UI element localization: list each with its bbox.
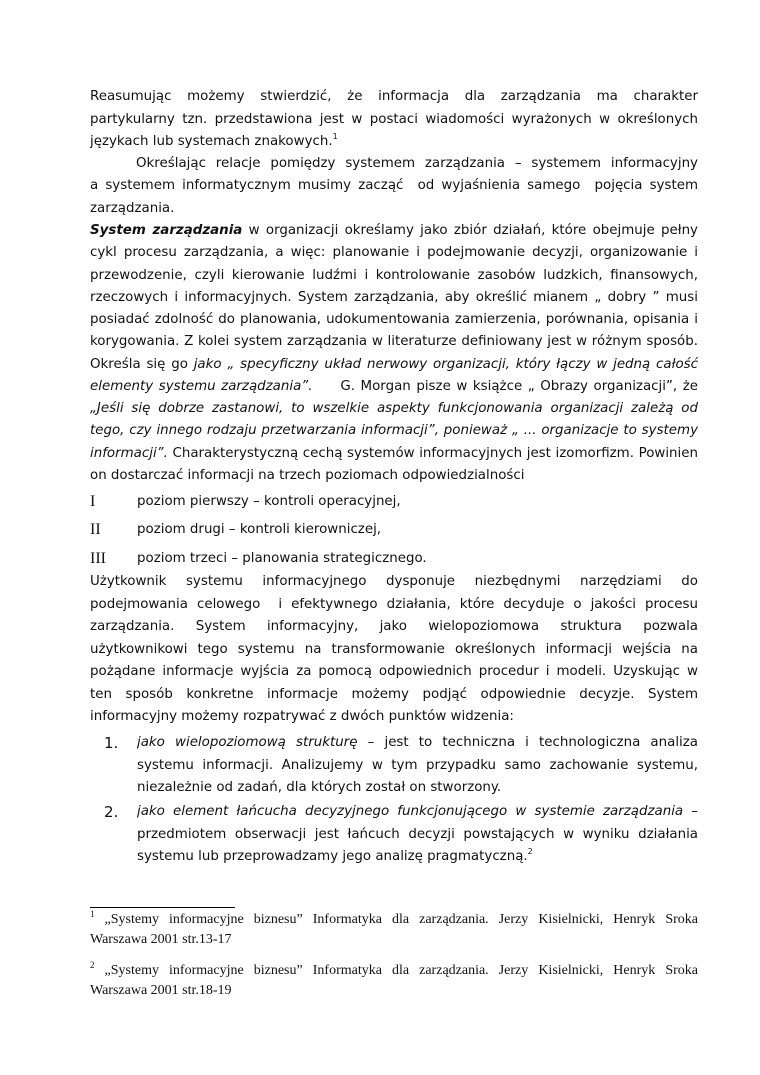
footnote-2	[90, 961, 698, 981]
text-run: systemu informacji. Analizujemy w tym przypadku samo zachowanie systemu,	[137, 758, 698, 773]
text-run: podejmowania celowego i efektywnego działania, które decyduje o jakości procesu	[90, 597, 698, 612]
level-numeral: I	[90, 493, 96, 510]
text-run: Określa się go	[90, 357, 194, 372]
paragraph-line	[90, 332, 698, 352]
list-number: 1.	[104, 734, 119, 752]
paragraph-line	[90, 288, 698, 308]
paragraph-line	[136, 154, 698, 174]
text-run: pożądane informacje wyjścia za pomocą odpowiednich procedur i modeli. Uzyskując w	[90, 664, 698, 679]
text-run: korygowania. Z kolei system zarządzania w literaturze definiowany jest w różnym sposób.	[90, 334, 698, 349]
paragraph-line	[90, 444, 698, 464]
paragraph-line	[90, 377, 698, 397]
text-run: G. Morgan pisze w książce „ Obrazy organizacji”, że	[312, 379, 698, 394]
paragraph-line	[90, 132, 698, 152]
list-item-line	[137, 802, 698, 822]
paragraph-line	[90, 662, 698, 682]
text-run: „Jeśli się dobrze zastanowi, to wszelkie aspekty funkcjonowania organizacji zależą od	[90, 401, 698, 416]
paragraph-line	[90, 355, 698, 375]
text-run: partykularny tzn. przedstawiona jest w postaci wiadomości wyrażonych w określonych	[90, 112, 698, 127]
paragraph-line	[90, 617, 698, 637]
footnote-reference[interactable]: 2	[527, 847, 533, 856]
text-run: niezależnie od zadań, dla których został on stworzony.	[137, 780, 502, 795]
text-run: tego, czy innego rodzaju przetwarzania informacji”, ponieważ „ ... organizacje to systemy	[90, 423, 698, 438]
text-run: jako element łańcucha decyzyjnego funkcjonującego w systemie zarządzania	[137, 804, 684, 819]
text-run: Charakterystyczną cechą systemów informacyjnych jest izomorfizm. Powinien	[167, 446, 698, 461]
level-numeral: III	[90, 550, 106, 567]
paragraph-line	[90, 640, 698, 660]
footnote-reference[interactable]: 1	[332, 132, 338, 141]
paragraph-line	[90, 572, 698, 592]
paragraph-line	[90, 466, 698, 486]
text-run: ten sposób konkretne informacje możemy podjąć odpowiednie decyzje. System	[90, 687, 698, 702]
paragraph-line	[90, 221, 698, 241]
text-run: – jest to techniczna i technologiczna analiza	[357, 735, 698, 750]
text-run: posiadać zdolność do planowania, udokumentowania zamierzenia, porównania, opisania i	[90, 312, 698, 327]
text-run: językach lub systemach znakowych.	[90, 134, 333, 149]
text-run: informacji”.	[90, 446, 168, 461]
paragraph-line	[90, 595, 698, 615]
text-run: a systemem informatycznym musimy zacząć od wyjaśnienia samego pojęcia system	[90, 178, 698, 193]
text-run: Reasumując możemy stwierdzić, że informacja dla zarządzania ma charakter	[90, 89, 698, 104]
text-run: użytkownikowi tego systemu na transformowanie określonych informacji wejścia na	[90, 642, 698, 657]
level-text: poziom trzeci – planowania strategicznego.	[137, 551, 427, 566]
list-item-line	[137, 778, 698, 798]
text-run: elementy systemu zarządzania”.	[90, 379, 313, 394]
level-text: poziom pierwszy – kontroli operacyjnej,	[137, 494, 401, 509]
list-item-line	[137, 756, 698, 776]
footnote-1-cont: Warszawa 2001 str.13-17	[90, 932, 232, 947]
text-run: informacyjny możemy rozpatrywać z dwóch punktów widzenia:	[90, 709, 514, 724]
text-run: on dostarczać informacji na trzech poziomach odpowiedzialności	[90, 468, 525, 483]
paragraph-line	[90, 421, 698, 441]
list-item-line	[137, 825, 698, 845]
footnote-separator	[90, 907, 235, 908]
text-run: cykl procesu zarządzania, a więc: planowanie i podejmowanie decyzji, organizowanie i	[90, 245, 698, 260]
footnote-text: „Systemy informacyjne biznesu” Informatyka dla zarządzania. Jerzy Kisielnicki, Henryk Sroka	[94, 912, 698, 927]
text-run: przedmiotem obserwacji jest łańcuch decyzji powstających w wyniku działania	[137, 827, 698, 842]
paragraph-line	[90, 685, 698, 705]
list-number: 2.	[104, 803, 119, 821]
text-run: Określając relacje pomiędzy systemem zarządzania – systemem informacyjny	[136, 156, 698, 171]
level-numeral: II	[90, 521, 101, 538]
text-run: w organizacji określamy jako zbiór działań, które obejmuje pełny	[242, 223, 698, 238]
text-run: zarządzania. System informacyjny, jako wielopoziomowa struktura pozwala	[90, 619, 698, 634]
text-run: jako „ specyficzny układ nerwowy organizacji, który łączy w jedną całość	[193, 357, 698, 372]
paragraph-line	[90, 266, 698, 286]
bold-term: System zarządzania	[90, 223, 243, 238]
text-run: Użytkownik systemu informacyjnego dysponuje niezbędnymi narzędziami do	[90, 574, 698, 589]
list-item-line	[137, 733, 698, 753]
text-run: jako wielopoziomową strukturę	[137, 735, 358, 750]
text-run: systemu lub przeprowadzamy jego analizę pragmatyczną.	[137, 849, 528, 864]
paragraph-line	[90, 110, 698, 130]
footnote-2-cont: Warszawa 2001 str.18-19	[90, 983, 232, 998]
footnote-1	[90, 910, 698, 930]
footnote-text: „Systemy informacyjne biznesu” Informatyka dla zarządzania. Jerzy Kisielnicki, Henryk Sroka	[94, 963, 698, 978]
list-item-line	[137, 847, 698, 867]
footnote-mark: 1	[90, 909, 95, 919]
text-run: rzeczowych i informacyjnych. System zarządzania, aby określić mianem „ dobry ” musi	[90, 290, 698, 305]
text-run: –	[683, 804, 698, 819]
text-run: zarządzania.	[90, 201, 175, 216]
footnote-mark: 2	[90, 960, 95, 970]
level-text: poziom drugi – kontroli kierowniczej,	[137, 522, 382, 537]
paragraph-line	[90, 399, 698, 419]
paragraph-line	[90, 243, 698, 263]
paragraph-line	[90, 310, 698, 330]
paragraph-line	[90, 707, 698, 727]
paragraph-line	[90, 199, 698, 219]
paragraph-line	[90, 176, 698, 196]
paragraph-line	[90, 87, 698, 107]
text-run: przewodzenie, czyli kierowanie ludźmi i kontrolowanie zasobów ludzkich, finansowych,	[90, 268, 698, 283]
